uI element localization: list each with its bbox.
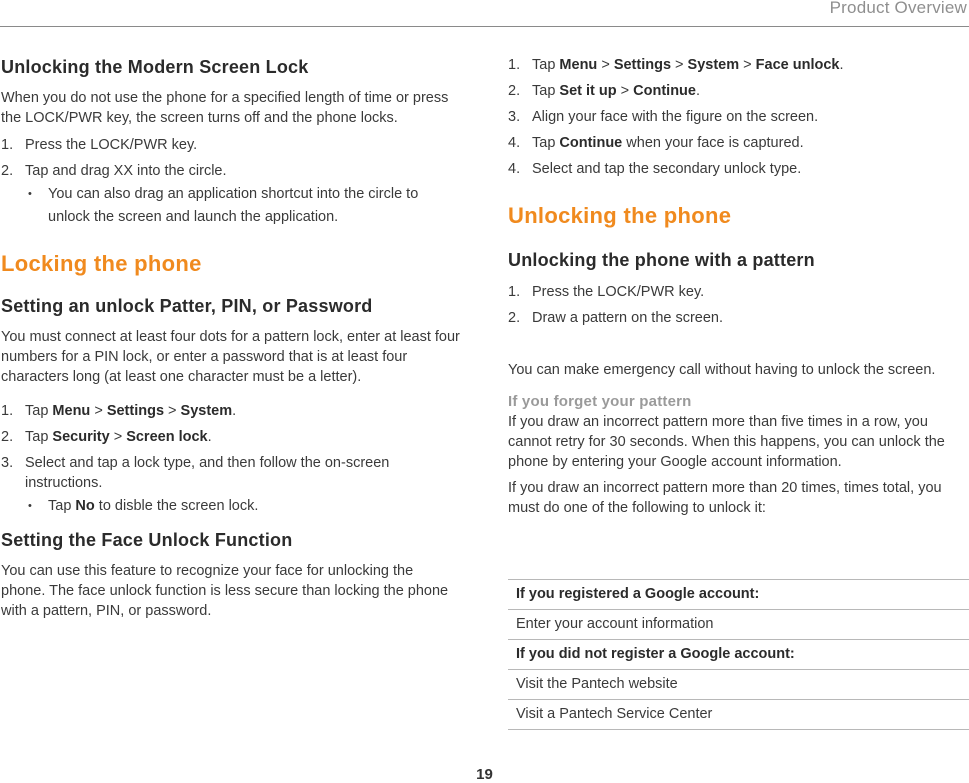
table-row: If you registered a Google account: (508, 579, 969, 609)
emergency-note: You can make emergency call without having to unlock the screen. (508, 362, 936, 378)
heading-locking: Locking the phone (1, 251, 202, 276)
list-item: 1. Tap Menu > Settings > System > Face unlock. (508, 57, 844, 73)
table-row: Enter your account information (508, 609, 969, 639)
heading-forget-pattern: If you forget your pattern (508, 393, 692, 410)
left-column (1, 54, 461, 621)
unlock-options-table (508, 579, 969, 730)
list-item: 2. Tap Set it up > Continue. (508, 83, 701, 99)
list-item: 1. Press the LOCK/PWR key. (508, 284, 705, 300)
forget-paragraph-1: If you draw an incorrect pattern more than five times in a row, you cannot retry for 30 seconds. When this happens, you can unlock the phone by entering your Google account information. (508, 414, 945, 470)
bullet-icon: • (28, 188, 32, 200)
list-item: 1. Press the LOCK/PWR key. (1, 137, 198, 153)
table-row: Visit the Pantech website (508, 669, 969, 699)
list-item: 4. Select and tap the secondary unlock type. (508, 161, 802, 177)
table-row: Visit a Pantech Service Center (508, 699, 969, 730)
locking-intro: You must connect at least four dots for a pattern lock, enter at least four numbers for a PIN lock, or enter a password that is at least four characters long (at least one character must be a letter). (1, 329, 460, 385)
bullet-icon: • (28, 500, 32, 512)
bullet-item: • You can also drag an application shortcut into the circle to unlock the screen and launch the application. (1, 183, 461, 229)
heading-unlock-with-pattern: Unlocking the phone with a pattern (508, 250, 815, 270)
forget-paragraph-2: If you draw an incorrect pattern more than 20 times, times total, you must do one of the following to unlock it: (508, 480, 942, 516)
list-item: 3. Align your face with the figure on the screen. (508, 109, 819, 125)
heading-unlock-modern: Unlocking the Modern Screen Lock (1, 57, 309, 77)
page-header (0, 0, 969, 27)
list-item: 1. Tap Menu > Settings > System. (1, 403, 237, 419)
list-item: 2. Draw a pattern on the screen. (508, 310, 724, 326)
list-item: 2. Tap and drag XX into the circle. (1, 163, 227, 179)
table-row: If you did not register a Google account: (508, 639, 969, 669)
header-title: Product Overview (829, 0, 967, 17)
bullet-item: • Tap No to disble the screen lock. (1, 495, 461, 518)
face-intro: You can use this feature to recognize your face for unlocking the phone. The face unlock function is less secure than locking the phone with a pattern, PIN, or password. (1, 563, 449, 619)
heading-unlock-pattern-settings: Setting an unlock Patter, PIN, or Password (1, 296, 373, 316)
page-number: 19 (476, 766, 493, 783)
list-item: 2. Tap Security > Screen lock. (1, 429, 212, 445)
right-column (508, 54, 969, 518)
heading-face-unlock: Setting the Face Unlock Function (1, 530, 293, 550)
list-item: 4. Tap Continue when your face is captured. (508, 135, 804, 151)
list-item: 3. Select and tap a lock type, and then follow the on-screen instructions. (1, 455, 390, 491)
unlock-modern-intro: When you do not use the phone for a specified length of time or press the LOCK/PWR key, the screen turns off and the phone locks. (1, 90, 449, 126)
heading-unlocking: Unlocking the phone (508, 203, 732, 228)
